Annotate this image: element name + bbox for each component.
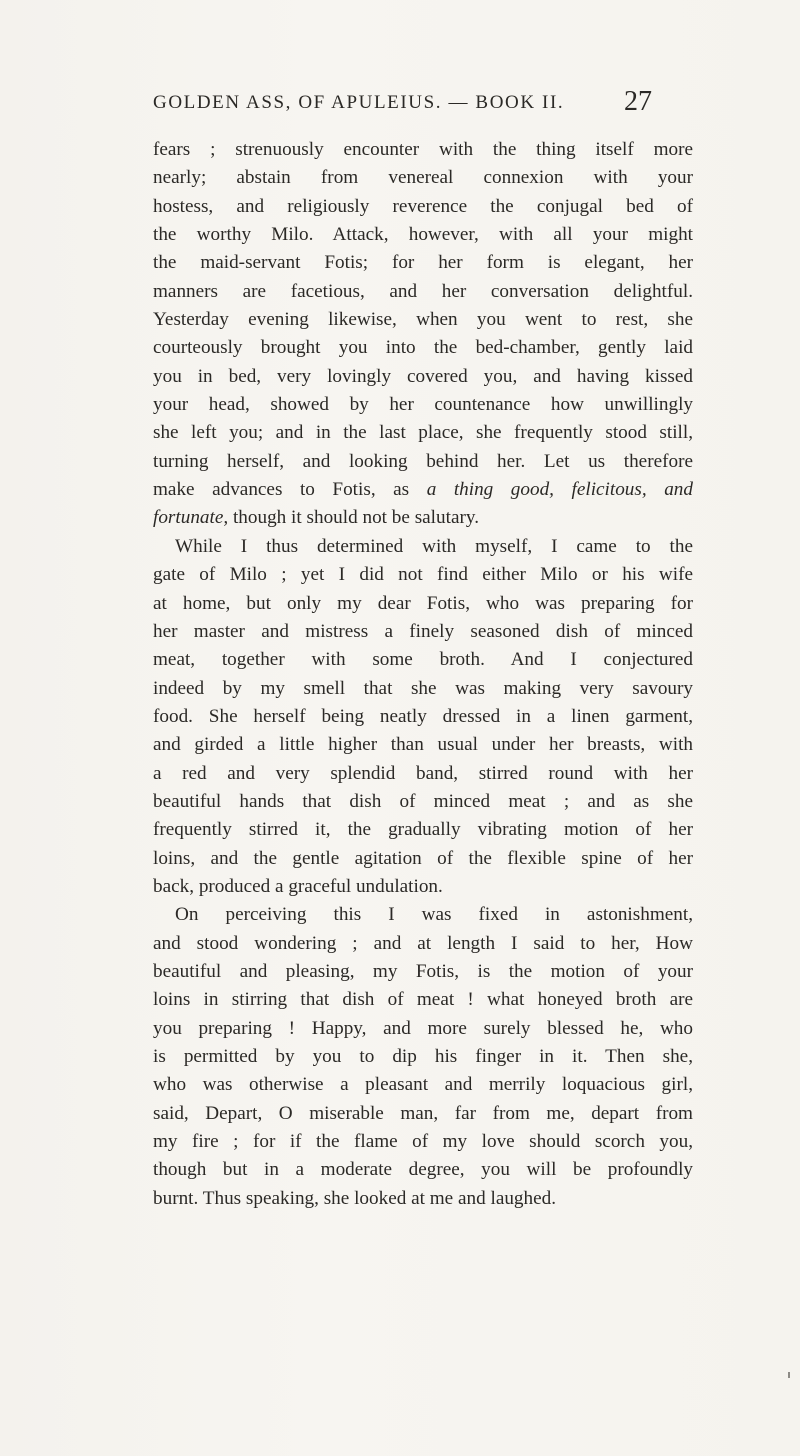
text-line: back, produced a graceful undulation. xyxy=(153,875,443,897)
line-prefix: make advances to Fotis, as xyxy=(153,479,427,501)
text-line: is permitted by you to dip his finger in it. Then she, xyxy=(153,1046,693,1067)
text-line: though but in a moderate degree, you will be profoundly xyxy=(153,1159,693,1181)
page-number: 27 xyxy=(624,86,652,117)
text-line: her master and mistress a finely seasoned dish of minced xyxy=(153,620,693,642)
text-line: the maid-servant Fotis; for her form is elegant, her xyxy=(153,252,693,274)
text-line: hostess, and religiously reverence the conjugal bed of xyxy=(153,195,693,217)
page-header xyxy=(0,86,800,126)
text-line: and stood wondering ; and at length I said to her, How xyxy=(153,932,693,954)
text-line: your head, showed by her countenance how unwillingly xyxy=(153,394,693,416)
text-line: turning herself, and looking behind her. Let us therefore xyxy=(153,450,693,472)
text-line: meat, together with some broth. And I conjectured xyxy=(153,649,693,671)
text-line: you preparing ! Happy, and more surely blessed he, who xyxy=(153,1017,693,1039)
italic-phrase: fortunate, xyxy=(153,507,229,529)
text-line: manners are facetious, and her conversation delightful. xyxy=(153,280,693,302)
text-line: fears ; strenuously encounter with the thing itself more xyxy=(153,139,693,160)
text-line: loins in stirring that dish of meat ! what honeyed broth are xyxy=(153,989,693,1011)
text-line: she left you; and in the last place, she frequently stood still, xyxy=(153,422,693,444)
text-line: said, Depart, O miserable man, far from me, depart from xyxy=(153,1102,693,1124)
text-line: burnt. Thus speaking, she looked at me and laughed. xyxy=(153,1187,557,1209)
text-line-italic xyxy=(153,476,693,504)
text-line: food. She herself being neatly dressed in a linen garment, xyxy=(153,705,693,727)
text-line: nearly; abstain from venereal connexion with your xyxy=(153,167,693,189)
text-line: gate of Milo ; yet I did not find either Milo or his wife xyxy=(153,564,693,586)
text-line: beautiful and pleasing, my Fotis, is the motion of your xyxy=(153,960,693,982)
line-suffix: though it should not be salutary. xyxy=(228,507,479,529)
text-line-italic xyxy=(153,504,693,532)
text-line: you in bed, very lovingly covered you, and having kissed xyxy=(153,365,693,387)
text-line: indeed by my smell that she was making very savoury xyxy=(153,677,693,699)
text-line: a red and very splendid band, stirred round with her xyxy=(153,762,693,784)
body-text xyxy=(153,136,693,1213)
italic-phrase: a thing good, felicitous, and xyxy=(426,479,693,501)
text-line: beautiful hands that dish of minced meat ; and as she xyxy=(153,790,693,812)
text-line: who was otherwise a pleasant and merrily loquacious girl, xyxy=(153,1074,693,1096)
text-line: at home, but only my dear Fotis, who was preparing for xyxy=(153,592,693,614)
text-line: On perceiving this I was fixed in astonishment, xyxy=(175,904,693,926)
text-line: and girded a little higher than usual under her breasts, with xyxy=(153,734,693,756)
text-line: courteously brought you into the bed-chamber, gently laid xyxy=(153,337,693,359)
running-head: GOLDEN ASS, OF APULEIUS. — BOOK II. xyxy=(153,92,565,113)
text-line: While I thus determined with myself, I came to the xyxy=(175,535,693,557)
text-line: my fire ; for if the flame of my love should scorch you, xyxy=(153,1131,693,1153)
text-line: frequently stirred it, the gradually vibrating motion of her xyxy=(153,819,693,841)
page-edge-mark xyxy=(788,1372,790,1378)
text-line: the worthy Milo. Attack, however, with all your might xyxy=(153,224,693,246)
text-line: Yesterday evening likewise, when you went to rest, she xyxy=(153,309,693,331)
text-line: loins, and the gentle agitation of the flexible spine of her xyxy=(153,847,693,869)
